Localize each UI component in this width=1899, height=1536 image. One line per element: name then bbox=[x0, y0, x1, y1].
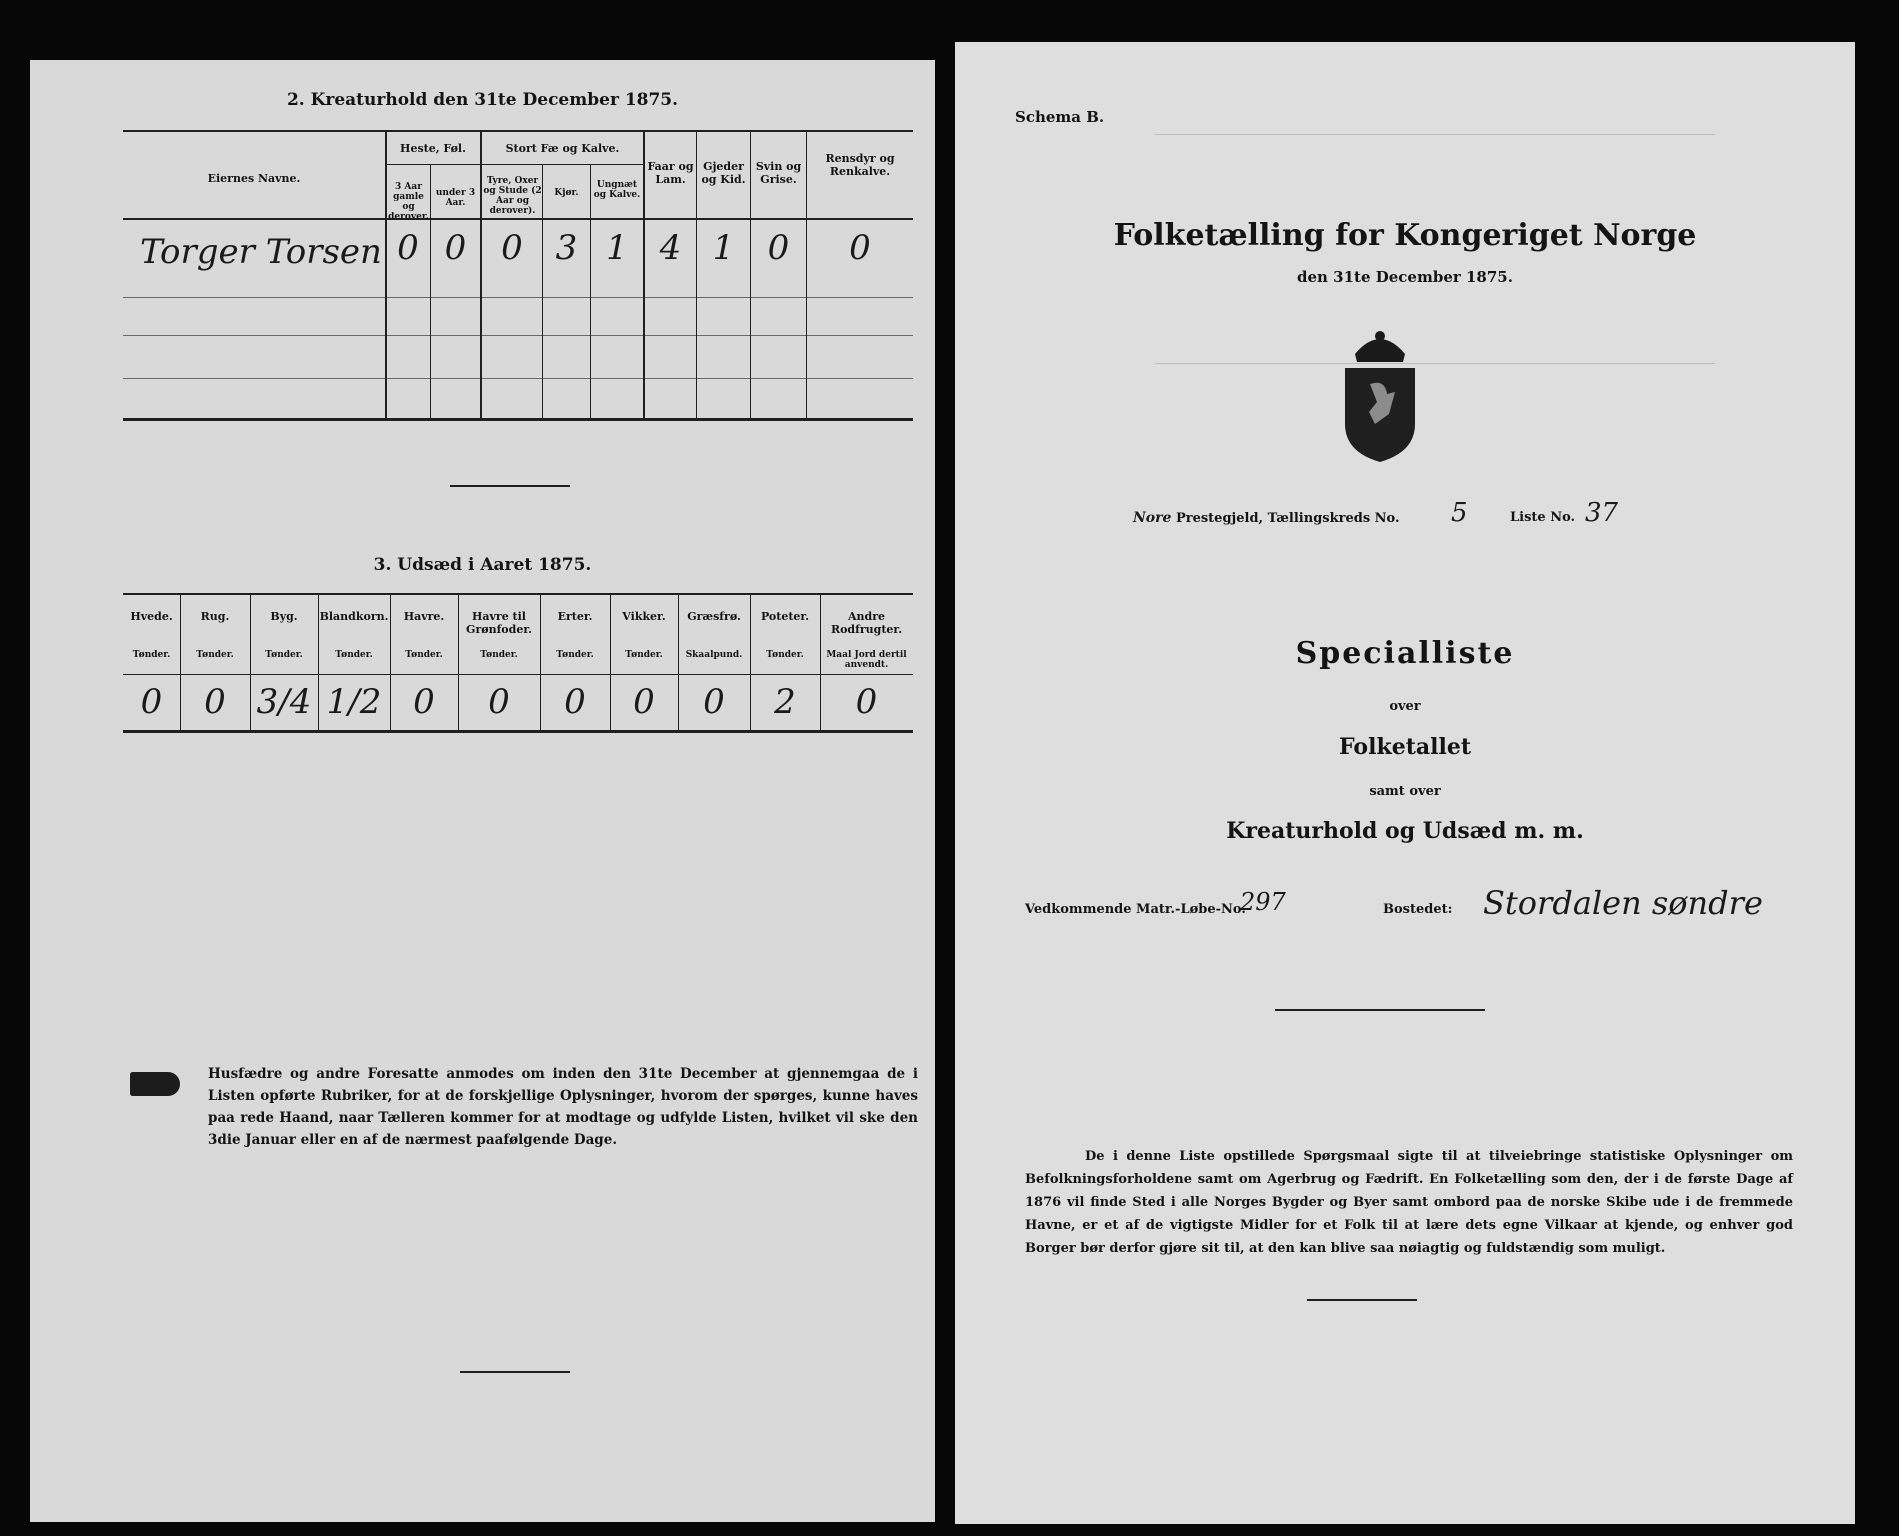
census-date: den 31te December 1875. bbox=[1297, 268, 1513, 286]
udsaed-unit: Tønder. bbox=[265, 650, 303, 660]
value-oxen: 0 bbox=[501, 228, 523, 268]
udsaed-value: 2 bbox=[774, 682, 796, 722]
value-horses-under3: 0 bbox=[444, 228, 467, 268]
udsaed-unit: Tønder. bbox=[196, 650, 234, 660]
udsaed-unit: Tønder. bbox=[480, 650, 518, 660]
prestegjeld-line bbox=[1133, 510, 1400, 526]
udsaed-header: Poteter. bbox=[760, 610, 810, 623]
bosted-value: Stordalen søndre bbox=[1483, 884, 1763, 922]
udsaed-value: 0 bbox=[855, 682, 878, 722]
folketallet-label: Folketallet bbox=[1339, 734, 1471, 760]
kreds-value: 5 bbox=[1451, 498, 1468, 528]
separator bbox=[460, 1371, 570, 1373]
udsaed-unit: Tønder. bbox=[405, 650, 443, 660]
over-label: over bbox=[1389, 699, 1421, 714]
owner-name: Torger Torsen bbox=[140, 232, 382, 272]
separator bbox=[450, 485, 570, 487]
value-sheep: 4 bbox=[659, 228, 682, 268]
cattle-calves-header: Ungnæt og Kalve. bbox=[593, 180, 641, 200]
section2-title: 2. Kreaturhold den 31te December 1875. bbox=[286, 90, 679, 110]
udsaed-unit: Maal Jord dertil anvendt. bbox=[826, 650, 907, 670]
udsaed-unit: Tønder. bbox=[625, 650, 663, 660]
liste-value: 37 bbox=[1585, 498, 1619, 528]
section3-title: 3. Udsæd i Aaret 1875. bbox=[373, 555, 592, 575]
separator bbox=[1275, 1009, 1485, 1011]
value-cows: 3 bbox=[555, 228, 578, 268]
udsaed-header: Byg. bbox=[270, 610, 298, 623]
kreds-label: Tællingskreds No. bbox=[1267, 511, 1400, 526]
reindeer-header: Rensdyr og Renkalve. bbox=[825, 152, 895, 178]
separator bbox=[1307, 1299, 1417, 1301]
udsaed-unit: Tønder. bbox=[766, 650, 804, 660]
cattle-cows-header: Kjør. bbox=[554, 188, 579, 198]
udsaed-header: Andre Rodfrugter. bbox=[830, 610, 903, 636]
pointing-hand-icon bbox=[130, 1072, 180, 1096]
bosted-label: Bostedet: bbox=[1383, 902, 1453, 917]
left-page bbox=[30, 60, 935, 1522]
udsaed-value: 0 bbox=[633, 682, 655, 722]
horses-header: Heste, Føl. bbox=[400, 142, 466, 155]
kreaturhold-label: Kreaturhold og Udsæd m. m. bbox=[1226, 818, 1584, 844]
value-pigs: 0 bbox=[767, 228, 790, 268]
specialliste-title: Specialliste bbox=[1295, 636, 1515, 671]
coat-of-arms-icon bbox=[1325, 324, 1435, 464]
udsaed-header: Græsfrø. bbox=[687, 610, 741, 623]
udsaed-value: 3/4 bbox=[256, 682, 312, 722]
goats-header: Gjeder og Kid. bbox=[701, 160, 746, 186]
prestegjeld-label: Prestegjeld, bbox=[1175, 511, 1264, 526]
udsaed-header: Hvede. bbox=[130, 610, 173, 623]
liste-label: Liste No. bbox=[1510, 510, 1576, 525]
udsaed-header: Erter. bbox=[557, 610, 593, 623]
intro-paragraph: De i denne Liste opstillede Spørgsmaal sigte til at tilveiebringe statistiske Oplysninger om Befolkningsforholdene samt om Agerbrug og Fædrift. En Folketælling som den, der i de første Dage af 1876 vil finde Sted i alle Norges Bygder og Byer samt ombord paa de norske Skibe ude i de fremmede Havne, er et af de vigtigste Midler for et Folk til at lære dets egne Vilkaar at kjende, og enhver god Borger bør derfor gjøre sit til, at den kan blive saa nøiagtig og fuldstændig som muligt. bbox=[1025, 1149, 1793, 1256]
matr-value: 297 bbox=[1240, 888, 1286, 916]
udsaed-header: Vikker. bbox=[622, 610, 666, 623]
matr-label: Vedkommende Matr.-Løbe-No. bbox=[1025, 902, 1246, 917]
samt-over-label: samt over bbox=[1369, 784, 1441, 799]
value-reindeer: 0 bbox=[849, 228, 871, 268]
udsaed-header: Havre. bbox=[403, 610, 445, 623]
udsaed-value: 0 bbox=[564, 682, 586, 722]
value-goats: 1 bbox=[712, 228, 735, 268]
pigs-header: Svin og Grise. bbox=[755, 160, 802, 186]
udsaed-unit: Tønder. bbox=[556, 650, 594, 660]
udsaed-header: Blandkorn. bbox=[319, 610, 389, 623]
udsaed-value: 0 bbox=[703, 682, 725, 722]
udsaed-value: 1/2 bbox=[326, 682, 382, 722]
census-title: Folketælling for Kongeriget Norge bbox=[1113, 218, 1697, 253]
value-calves: 1 bbox=[606, 228, 628, 268]
udsaed-value: 0 bbox=[413, 682, 435, 722]
notice-text: Husfædre og andre Foresatte anmodes om inden den 31te December at gjennemgaa de i Listen opførte Rubriker, for at de forskjellige Oplysninger, hvorom der spørges, kunne haves paa rede Haand, naar Tælleren kommer for at modtage og udfylde Listen, hvilket vil ske den 3die Januar eller en af de nærmest paafølgende Dage. bbox=[208, 1066, 918, 1148]
cattle-header: Stort Fæ og Kalve. bbox=[505, 142, 620, 155]
right-page bbox=[955, 42, 1855, 1524]
udsaed-header: Rug. bbox=[200, 610, 230, 623]
udsaed-header: Havre til Grønfoder. bbox=[466, 610, 532, 636]
udsaed-unit: Skaalpund. bbox=[685, 650, 743, 660]
value-horses-3yr: 0 bbox=[397, 228, 419, 268]
schema-label: Schema B. bbox=[1015, 108, 1105, 126]
horses-3yr-header: 3 Aar gamle og derover. bbox=[388, 182, 429, 222]
udsaed-unit: Tønder. bbox=[335, 650, 373, 660]
owner-name-header: Eiernes Navne. bbox=[207, 172, 301, 185]
cattle-oxen-header: Tyre, Oxer og Stude (2 Aar og derover). bbox=[483, 176, 542, 216]
prestegjeld-value: Nore bbox=[1133, 510, 1172, 526]
udsaed-value: 0 bbox=[140, 682, 163, 722]
udsaed-value: 0 bbox=[204, 682, 226, 722]
sheep-header: Faar og Lam. bbox=[647, 160, 694, 186]
udsaed-unit: Tønder. bbox=[132, 650, 171, 660]
horses-under3-header: under 3 Aar. bbox=[435, 188, 476, 208]
udsaed-value: 0 bbox=[488, 682, 510, 722]
